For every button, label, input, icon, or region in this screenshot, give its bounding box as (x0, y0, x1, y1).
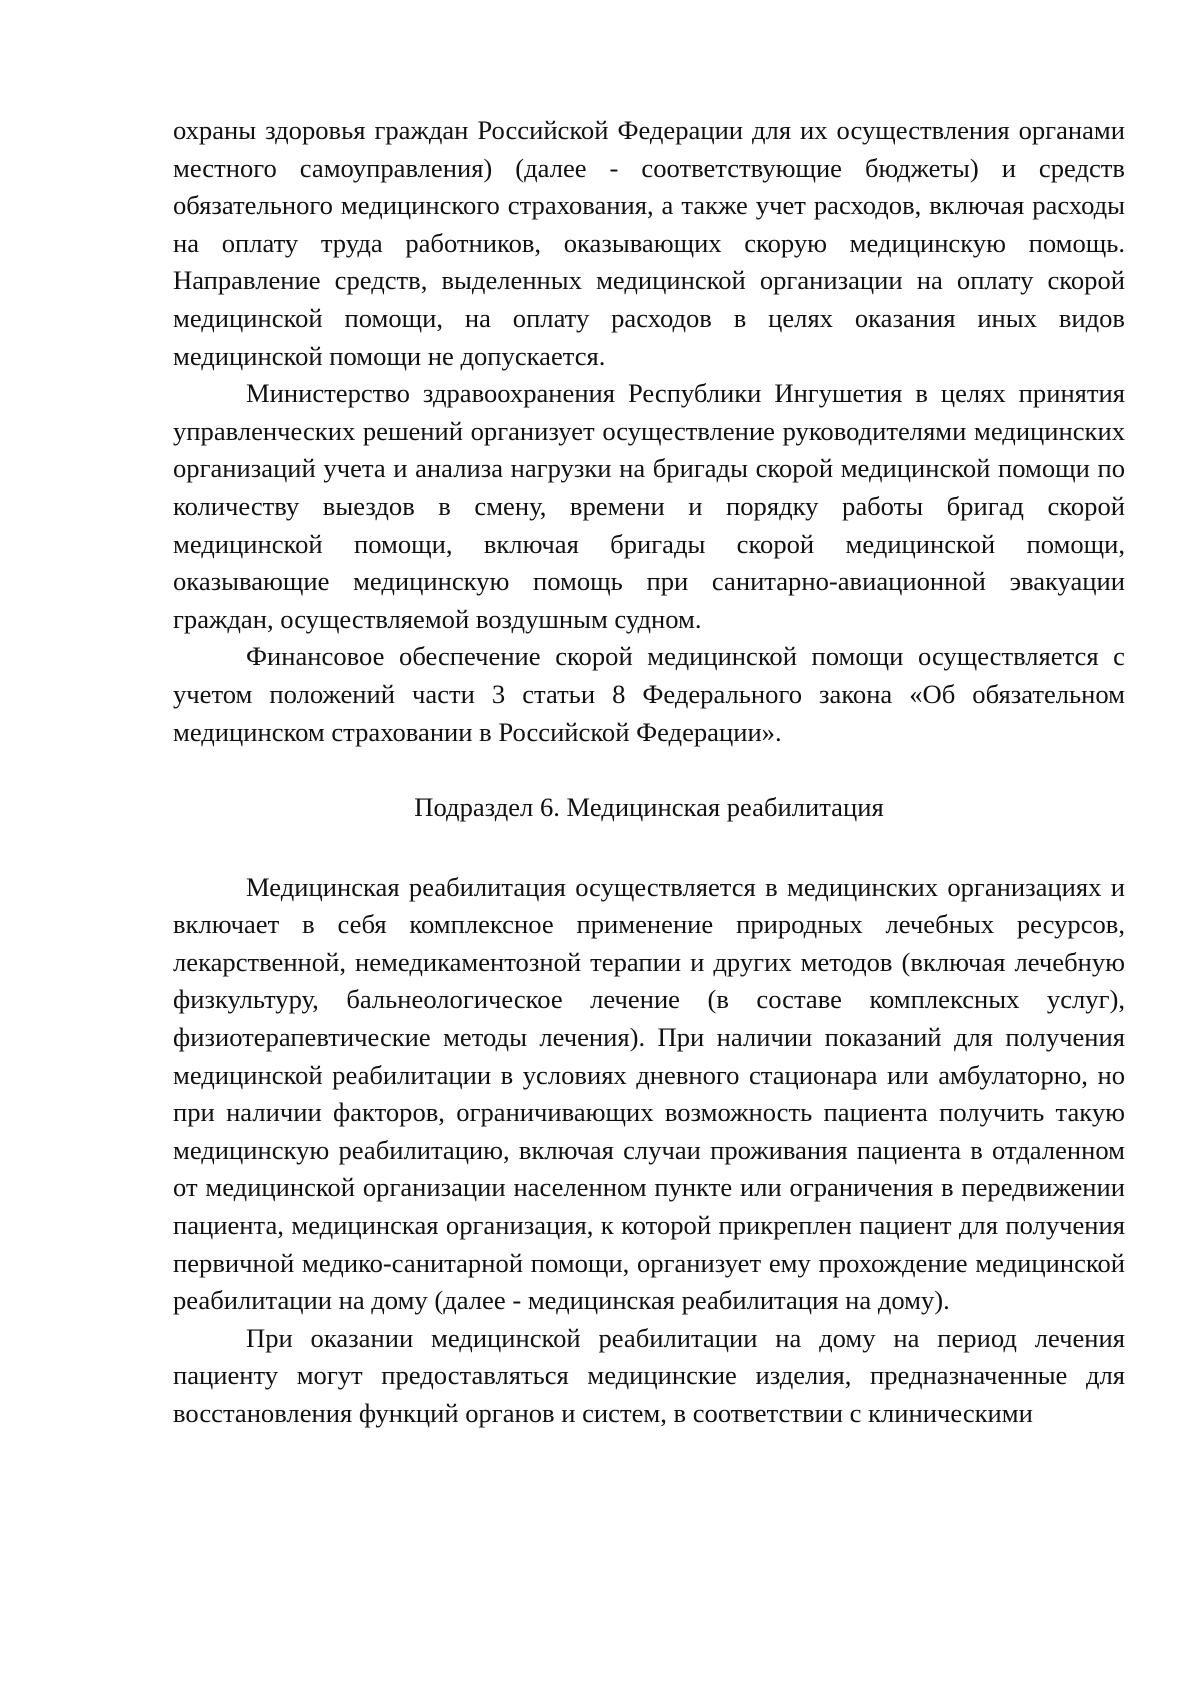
paragraph-ministry-workload: Министерство здравоохранения Республики Ингушетия в целях принятия управленческих решений организует осуществление руководителями медицинских организаций учета и анализа нагрузки на бригады скорой медицинской помощи по количеству выездов в смену, времени и порядку работы бригад скорой медицинской помощи, включая бригады скорой медицинской помощи, оказывающие медицинскую помощь при санитарно-авиационной эвакуации граждан, осуществляемой воздушным судном. (173, 378, 1125, 634)
spacer (173, 827, 1125, 869)
paragraph-rehabilitation-definition: Медицинская реабилитация осуществляется в медицинских организациях и включает в себя комплексное применение природных лечебных ресурсов, лекарственной, немедикаментозной терапии и других методов (включая лечебную физкультуру, бальнеологическое лечение (в составе комплексных услуг), физиотерапевтические методы лечения). При наличии показаний для получения медицинской реабилитации в условиях дневного стационара или амбулаторно, но при наличии факторов, ограничивающих возможность пациента получить такую медицинскую реабилитацию, включая случаи проживания пациента в отдаленном от медицинской организации населенном пункте или ограничения в передвижении пациента, медицинская организация, к которой прикреплен пациент для получения первичной медико-санитарной помощи, организует ему прохождение медицинской реабилитации на дому (далее - медицинская реабилитация на дому). (173, 871, 1125, 1316)
section-heading: Подраздел 6. Медицинская реабилитация (414, 792, 884, 823)
document-page (173, 112, 1125, 1433)
paragraph-home-rehabilitation-devices: При оказании медицинской реабилитации на дому на период лечения пациенту могут предоставляться медицинские изделия, предназначенные для восстановления функций органов и систем, в соответствии с клиническими (173, 1322, 1125, 1428)
paragraph-funding-budgets: охраны здоровья граждан Российской Федерации для их осуществления органами местного самоуправления) (далее - соответствующие бюджеты) и средств обязательного медицинского страхования, а также учет расходов, включая расходы на оплату труда работников, оказывающих скорую медицинскую помощь. Направление средств, выделенных медицинской организации на оплату скорой медицинской помощи, на оплату расходов в целях оказания иных видов медицинской помощи не допускается. (173, 115, 1125, 371)
spacer (173, 751, 1125, 789)
paragraph-financial-provision: Финансовое обеспечение скорой медицинской помощи осуществляется с учетом положений части 3 статьи 8 Федерального закона «Об обязательном медицинском страховании в Российской Федерации». (173, 641, 1125, 747)
